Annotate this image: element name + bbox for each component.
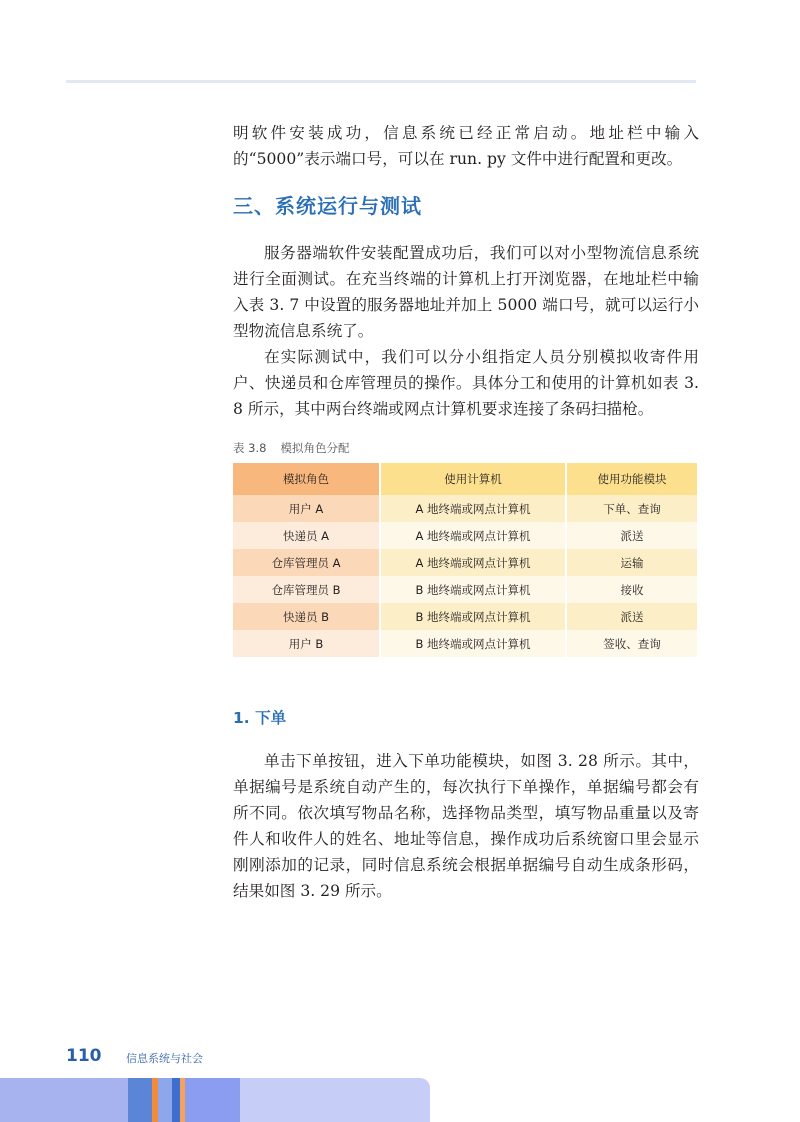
paragraph-role-assignment: 在实际测试中，我们可以分小组指定人员分别模拟收寄件用户、快递员和仓库管理员的操作。具体分工和使用的计算机如表 3. 8 所示，其中两台终端或网点计算机要求连接了条码扫描枪。 xyxy=(233,348,699,418)
cell-role: 仓库管理员 B xyxy=(233,576,381,603)
table-caption-title: 模拟角色分配 xyxy=(280,441,350,455)
cell-role: 用户 B xyxy=(233,630,381,657)
role-allocation-table xyxy=(233,463,697,657)
book-title: 信息系统与社会 xyxy=(126,1052,203,1065)
cell-computer: A 地终端或网点计算机 xyxy=(381,549,567,576)
table-row xyxy=(233,630,697,657)
paragraph-order-instructions: 单击下单按钮，进入下单功能模块，如图 3. 28 所示。其中，单据编号是系统自动产生的，每次执行下单操作，单据编号都会有所不同。依次填写物品名称，选择物品类型，填写物品重量以及寄件人和收件人的姓名、地址等信息，操作成功后系统窗口里会显示刚刚添加的记录，同时信息系统会根据单据编号自动生成条形码，结果如图 3. 29 所示。 xyxy=(233,752,699,900)
header-role: 模拟角色 xyxy=(233,463,381,495)
top-rule xyxy=(66,80,696,83)
cell-module: 接收 xyxy=(567,576,697,603)
subsection-heading: 1. 下单 xyxy=(233,709,287,727)
header-module: 使用功能模块 xyxy=(567,463,697,495)
band-segment xyxy=(128,1078,152,1122)
cell-role: 快递员 B xyxy=(233,603,381,630)
table-row xyxy=(233,522,697,549)
band-segment xyxy=(240,1078,430,1122)
cell-computer: B 地终端或网点计算机 xyxy=(381,630,567,657)
band-segment xyxy=(158,1078,172,1122)
page-number: 110 xyxy=(66,1046,102,1066)
table-caption xyxy=(233,440,349,456)
band-segment xyxy=(172,1078,180,1122)
cell-role: 仓库管理员 A xyxy=(233,549,381,576)
cell-module: 运输 xyxy=(567,549,697,576)
band-segment xyxy=(185,1078,240,1122)
table-row xyxy=(233,495,697,522)
cell-module: 派送 xyxy=(567,522,697,549)
table-caption-number: 表 3.8 xyxy=(233,441,267,455)
table-row xyxy=(233,603,697,630)
section-heading: 三、系统运行与测试 xyxy=(233,194,422,218)
header-computer: 使用计算机 xyxy=(381,463,567,495)
band-segment xyxy=(0,1078,128,1122)
paragraph-testing-intro: 服务器端软件安装配置成功后，我们可以对小型物流信息系统进行全面测试。在充当终端的计算机上打开浏览器，在地址栏中输入表 3. 7 中设置的服务器地址并加上 5000 端口号，就可以运行小型物流信息系统了。 xyxy=(233,244,699,340)
cell-module: 签收、查询 xyxy=(567,630,697,657)
cell-module: 派送 xyxy=(567,603,697,630)
cell-computer: A 地终端或网点计算机 xyxy=(381,495,567,522)
table-row xyxy=(233,576,697,603)
cell-computer: B 地终端或网点计算机 xyxy=(381,603,567,630)
cell-role: 快递员 A xyxy=(233,522,381,549)
paragraph-continuation: 明软件安装成功，信息系统已经正常启动。地址栏中输入的“5000”表示端口号，可以在 run. py 文件中进行配置和更改。 xyxy=(233,124,699,168)
cell-computer: A 地终端或网点计算机 xyxy=(381,522,567,549)
cell-computer: B 地终端或网点计算机 xyxy=(381,576,567,603)
cell-role: 用户 A xyxy=(233,495,381,522)
cell-module: 下单、查询 xyxy=(567,495,697,522)
table-row xyxy=(233,549,697,576)
table-header-row xyxy=(233,463,697,495)
